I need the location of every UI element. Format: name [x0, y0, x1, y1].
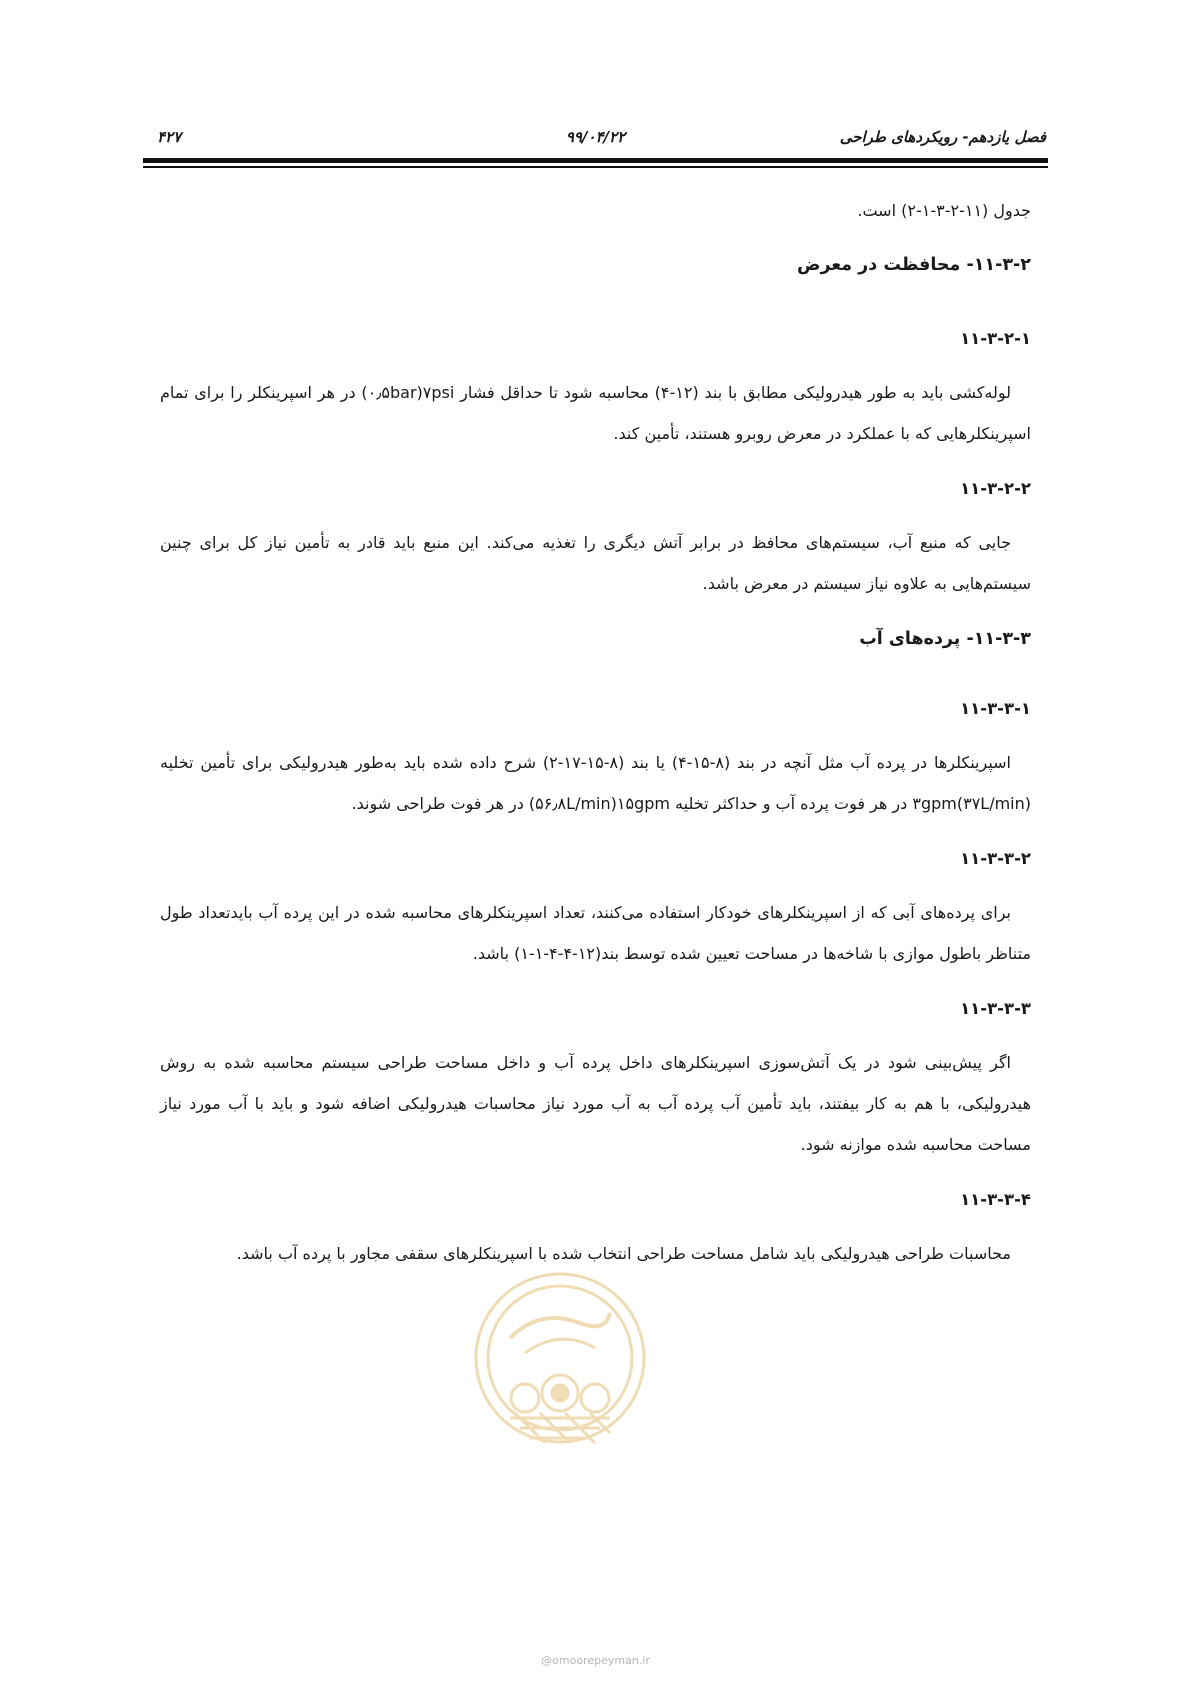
- clause-text: اگر پیش‌بینی شود در یک آتش‌سوزی اسپرینکلرهای داخل پرده آب و داخل مساحت طراحی سیستم محاسبه شده به روش هیدرولیکی، با هم به کار بیفتند، باید تأمین آب پرده آب به آب مورد نیاز محاسبات هیدرولیکی اضافه شود و باید با آب مورد نیاز مساحت محاسبه شده موازنه شود.: [160, 1053, 1031, 1154]
- clause-number: ۱۱-۳-۲-۱: [960, 329, 1031, 348]
- clause-text: محاسبات طراحی هیدرولیکی باید شامل مساحت طراحی انتخاب شده با اسپرینکلرهای سقفی مجاور با پرده آب باشد.: [236, 1244, 1011, 1263]
- clause-text: اسپرینکلرها در پرده آب مثل آنچه در بند (۸-۱۵-۴) یا بند (۸-۱۵-۱۷-۲) شرح داده شده باید به‌طور هیدرولیکی برای تأمین تخلیه ۳gpm(۳۷L/min) در هر فوت پرده آب و حداکثر تخلیه ۱۵gpm(۵۶٫۸L/min) در هر فوت طراحی شوند.: [160, 753, 1031, 813]
- clause-number: ۱۱-۳-۳-۲: [960, 849, 1031, 868]
- intro-line: جدول (۱۱-۲-۳-۱-۲) است.: [857, 201, 1031, 220]
- page-number: ۴۲۷: [157, 128, 182, 146]
- footer-website: @omoorepeyman.ir: [541, 1654, 650, 1667]
- clause-number: ۱۱-۳-۲-۲: [960, 479, 1031, 498]
- section-heading-water-curtains: ۱۱-۳-۳- پرده‌های آب: [859, 629, 1031, 649]
- clause-number: ۱۱-۳-۳-۳: [960, 999, 1031, 1018]
- clause-number: ۱۱-۳-۳-۱: [960, 699, 1031, 718]
- section-heading-exposure-protection: ۱۱-۳-۲- محافظت در معرض: [796, 255, 1031, 275]
- document-body: [160, 196, 1031, 1294]
- header-rule-thick: [143, 158, 1048, 163]
- header-date: ۹۹/۰۴/۲۲: [565, 128, 626, 146]
- clause-text: لوله‌کشی باید به طور هیدرولیکی مطابق با بند (۱۲-۴) محاسبه شود تا حداقل فشار ۷psi(۰٫۵bar) در هر اسپرینکلر را برای تمام اسپرینکلرهایی که با عملکرد در معرض روبرو هستند، تأمین کند.: [160, 383, 1031, 443]
- page-header: [145, 128, 1046, 154]
- clause-text: برای پرده‌های آبی که از اسپرینکلرهای خودکار استفاده می‌کنند، تعداد اسپرینکلرهای محاسبه شده در این پرده آب بایدتعداد طول متناظر باطول موازی با شاخه‌ها در مساحت تعیین شده توسط بند(۱۲-۴-۴-۱-۱) باشد.: [160, 903, 1031, 963]
- header-rule-thin: [143, 166, 1048, 168]
- chapter-title: فصل یازدهم- رویکردهای طراحی: [839, 128, 1046, 146]
- watermark-logo: [470, 1268, 650, 1448]
- gear-seal-icon: [470, 1268, 650, 1448]
- clause-number: ۱۱-۳-۳-۴: [960, 1190, 1031, 1209]
- clause-text: جایی که منبع آب، سیستم‌های محافظ در برابر آتش دیگری را تغذیه می‌کند. این منبع باید قادر به تأمین نیاز کل برای چنین سیستم‌هایی به علاوه نیاز سیستم در معرض باشد.: [160, 533, 1031, 593]
